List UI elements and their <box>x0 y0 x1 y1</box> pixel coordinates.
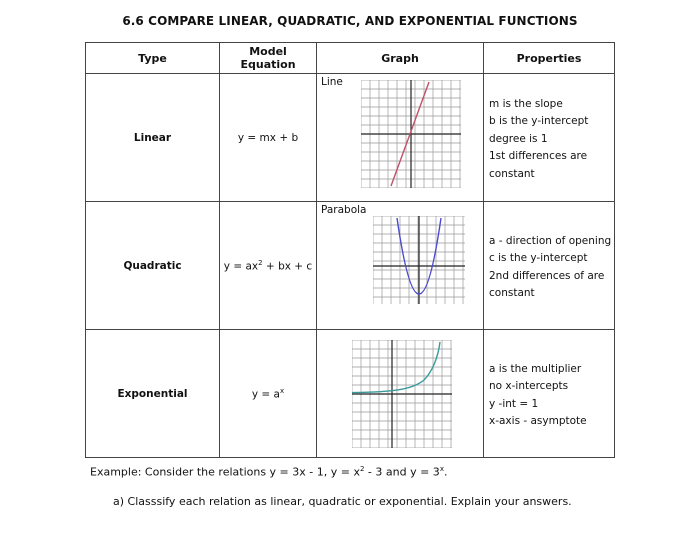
parabola-graph <box>373 216 465 304</box>
equation-cell <box>220 202 317 330</box>
property-line: a is the multiplier <box>489 362 582 375</box>
example-exponent: x <box>439 465 444 473</box>
page-title: 6.6 COMPARE LINEAR, QUADRATIC, AND EXPONENTIAL FUNCTIONS <box>122 14 578 28</box>
properties-cell <box>484 330 615 458</box>
property-line: no x-intercepts <box>489 380 569 392</box>
graph-cell <box>317 74 484 202</box>
header-properties: Properties <box>484 43 615 74</box>
property-line: b is the y-intercept <box>489 115 589 128</box>
equation-text: + bx + c <box>262 260 313 273</box>
property-line: 2nd differences of are <box>489 269 605 282</box>
graph-label: Parabola <box>321 204 367 216</box>
example-part: . <box>443 465 448 479</box>
header-model-equation: Model Equation <box>220 43 317 74</box>
exponential-graph <box>352 340 452 448</box>
graph-label: Line <box>321 76 343 88</box>
header-graph: Graph <box>317 43 484 74</box>
properties-cell <box>484 202 615 330</box>
type-cell: Quadratic <box>86 202 220 330</box>
example-exponent: 2 <box>359 465 365 473</box>
example-part: - 3 and y = 3 <box>364 465 440 479</box>
graph-cell <box>317 202 484 330</box>
equation-cell <box>220 330 317 458</box>
property-line: constant <box>489 167 535 180</box>
property-line: degree is 1 <box>489 132 548 145</box>
type-cell: Linear <box>86 74 220 202</box>
table-header-row <box>86 43 615 74</box>
property-line: a - direction of opening <box>489 234 612 247</box>
property-line: 1st differences are <box>489 150 588 163</box>
table-row-linear <box>86 74 615 202</box>
functions-table <box>85 42 615 458</box>
equation-exponent: 2 <box>258 258 263 267</box>
property-line: y -int = 1 <box>489 397 539 410</box>
property-line: x-axis - asymptote <box>489 415 587 427</box>
example-text <box>90 465 447 479</box>
example-part: Example: Consider the relations y = 3x - 1, y = x <box>90 465 360 479</box>
properties-cell <box>484 74 615 202</box>
table-row-exponential <box>86 330 615 458</box>
equation-exponent: x <box>279 386 285 395</box>
equation-text: y = ax <box>223 260 259 273</box>
header-type: Type <box>86 43 220 74</box>
table-row-quadratic <box>86 202 615 330</box>
equation-text: y = a <box>251 388 280 401</box>
type-cell: Exponential <box>86 330 220 458</box>
property-line: constant <box>489 287 535 299</box>
line-graph <box>361 80 461 188</box>
property-line: c is the y-intercept <box>489 252 588 264</box>
graph-cell <box>317 330 484 458</box>
property-line: m is the slope <box>489 97 563 110</box>
equation-cell: y = mx + b <box>220 74 317 202</box>
question-a: a) Classsify each relation as linear, quadratic or exponential. Explain your answers. <box>113 495 572 508</box>
